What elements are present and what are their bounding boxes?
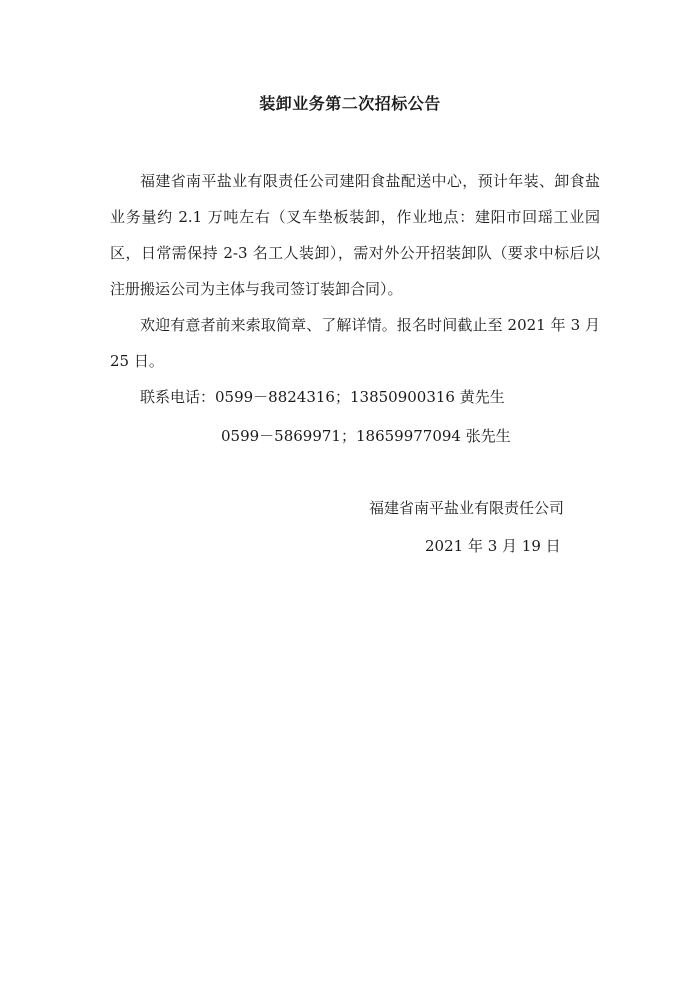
notice-title: 装卸业务第二次招标公告 [259, 94, 441, 113]
contact-line-primary: 联系电话：0599－8824316；13850900316 黄先生 [140, 388, 505, 406]
signature-date: 2021 年 3 月 19 日 [425, 537, 561, 555]
signature-organization: 福建省南平盐业有限责任公司 [369, 499, 565, 517]
notice-body-paragraph: 福建省南平盐业有限责任公司建阳食盐配送中心，预计年装、卸食盐业务量约 2.1 万吨左右（叉车垫板装卸，作业地点：建阳市回瑶工业园区，日常需保持 2-3 名工人装卸），需对外公开招装卸队（要求中标后以注册搬运公司为主体与我司签订装卸合同）。 [110, 172, 600, 298]
contact-line-secondary: 0599－5869971；18659977094 张先生 [221, 427, 511, 445]
registration-paragraph: 欢迎有意者前来索取简章、了解详情。报名时间截止至 2021 年 3 月 25 日。 [110, 316, 600, 370]
